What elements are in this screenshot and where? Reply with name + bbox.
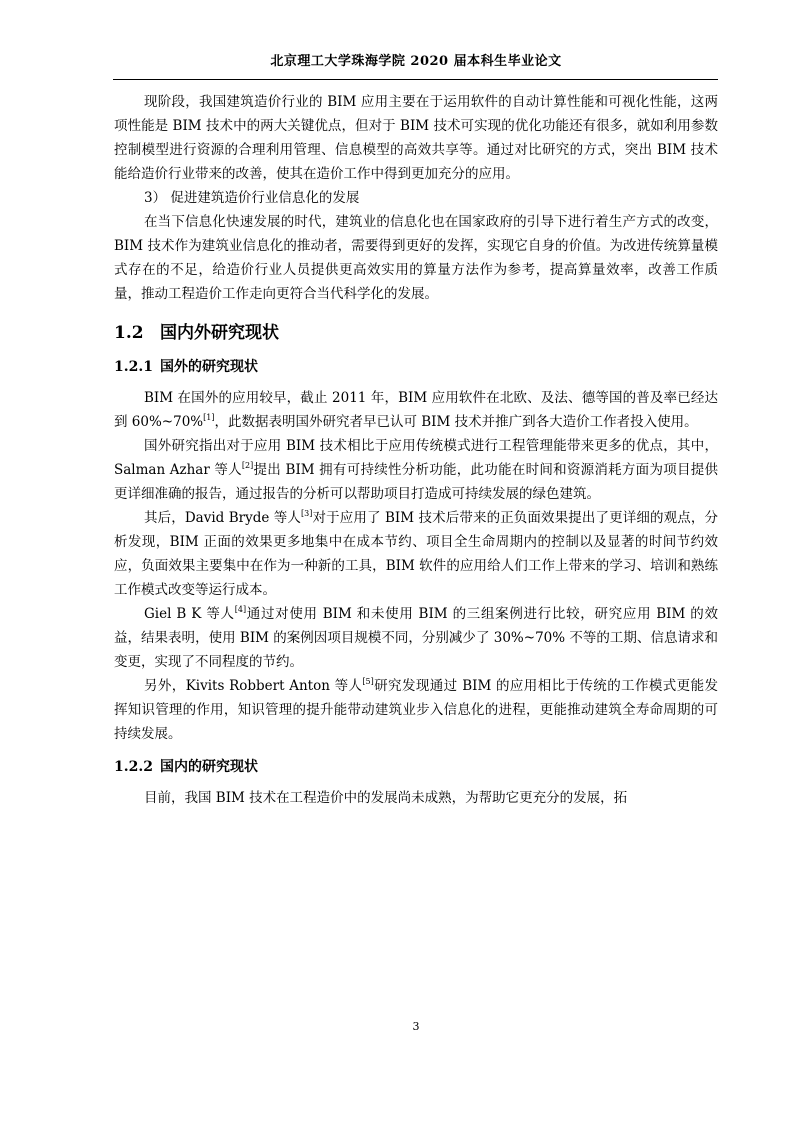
paragraph-text: BIM 在国外的应用较早，截止 2011 年，BIM 应用软件在北欧、及法、德等国的普及率已经达到 60%~70%	[114, 390, 718, 430]
body-text	[114, 90, 718, 810]
section-heading	[114, 320, 718, 346]
paragraph	[114, 674, 718, 746]
citation: [3]	[301, 509, 313, 518]
subsection-number: 1.2.1	[114, 359, 153, 375]
paragraph-text: Giel B K 等人	[144, 606, 235, 622]
page-number: 3	[412, 1020, 420, 1033]
subsection-title: 国内的研究现状	[160, 759, 258, 775]
paragraph-text: 提出 BIM 拥有可持续性分析功能，此功能在时间和资源消耗方面为项目提供更详细准确的报告，通过报告的分析可以帮助项目打造成可持续发展的绿色建筑。	[114, 462, 718, 502]
paragraph-text: 通过对使用 BIM 和未使用 BIM 的三组案例进行比较，研究应用 BIM 的效益，结果表明，使用 BIM 的案例因项目规模不同，分别减少了 30%~70% 不等的工期、信息请求和变更，实现了不同程度的节约。	[114, 606, 718, 670]
paragraph	[114, 602, 718, 674]
paragraph-text: 国外研究指出对于应用 BIM 技术相比于应用传统模式进行工程管理能带来更多的优点，其中，Salman Azhar 等人	[114, 438, 718, 478]
paragraph-text: 研究发现通过 BIM 的应用相比于传统的工作模式更能发挥知识管理的作用，知识管理的提升能带动建筑业步入信息化的进程，更能推动建筑全寿命周期的可持续发展。	[114, 678, 718, 742]
paragraph: 目前，我国 BIM 技术在工程造价中的发展尚未成熟，为帮助它更充分的发展，拓	[144, 790, 628, 806]
page-header: 北京理工大学珠海学院 2020 届本科生毕业论文	[270, 54, 562, 69]
paragraph-text: ，此数据表明国外研究者早已认可 BIM 技术并推广到各大造价工作者投入使用。	[214, 414, 698, 430]
section-number: 1.2	[114, 323, 144, 343]
paragraph	[114, 506, 718, 602]
paragraph: 在当下信息化快速发展的时代，建筑业的信息化也在国家政府的引导下进行着生产方式的改变，BIM 技术作为建筑业信息化的推动者，需要得到更好的发挥，实现它自身的价值。为改进传统算量模式存在的不足，给造价行业人员提供更高效实用的算量方法作为参考，提高算量效率，改善工作质量，推动工程造价工作走向更符合当代科学化的发展。	[114, 214, 718, 302]
subsection-heading	[114, 756, 718, 778]
subsection-title: 国外的研究现状	[160, 359, 258, 375]
citation: [5]	[362, 677, 374, 686]
paragraph-text: 另外，Kivits Robbert Anton 等人	[144, 678, 363, 694]
list-item: 3） 促进建筑造价行业信息化的发展	[144, 190, 360, 206]
subsection-heading	[114, 356, 718, 378]
subsection-number: 1.2.2	[114, 759, 153, 775]
citation: [1]	[203, 413, 215, 422]
paragraph: 现阶段，我国建筑造价行业的 BIM 应用主要在于运用软件的自动计算性能和可视化性能，这两项性能是 BIM 技术中的两大关键优点，但对于 BIM 技术可实现的优化功能还有很多，就如利用参数控制模型进行资源的合理利用管理、信息模型的高效共享等。通过对比研究的方式，突出 BIM 技术能给造价行业带来的改善，使其在造价工作中得到更加充分的应用。	[114, 94, 718, 182]
paragraph-text: 对于应用了 BIM 技术后带来的正负面效果提出了更详细的观点，分析发现，BIM 正面的效果更多地集中在成本节约、项目全生命周期内的控制以及显著的时间节约效应，负面效果主要集中在作为一种新的工具，BIM 软件的应用给人们工作上带来的学习、培训和熟练工作模式改变等运行成本。	[114, 510, 718, 598]
paragraph	[114, 386, 718, 434]
paragraph-text: 其后，David Bryde 等人	[144, 510, 302, 526]
paragraph	[114, 434, 718, 506]
citation: [4]	[234, 605, 247, 614]
citation: [2]	[241, 461, 254, 470]
header-rule	[113, 79, 718, 80]
section-title: 国内外研究现状	[160, 323, 279, 343]
